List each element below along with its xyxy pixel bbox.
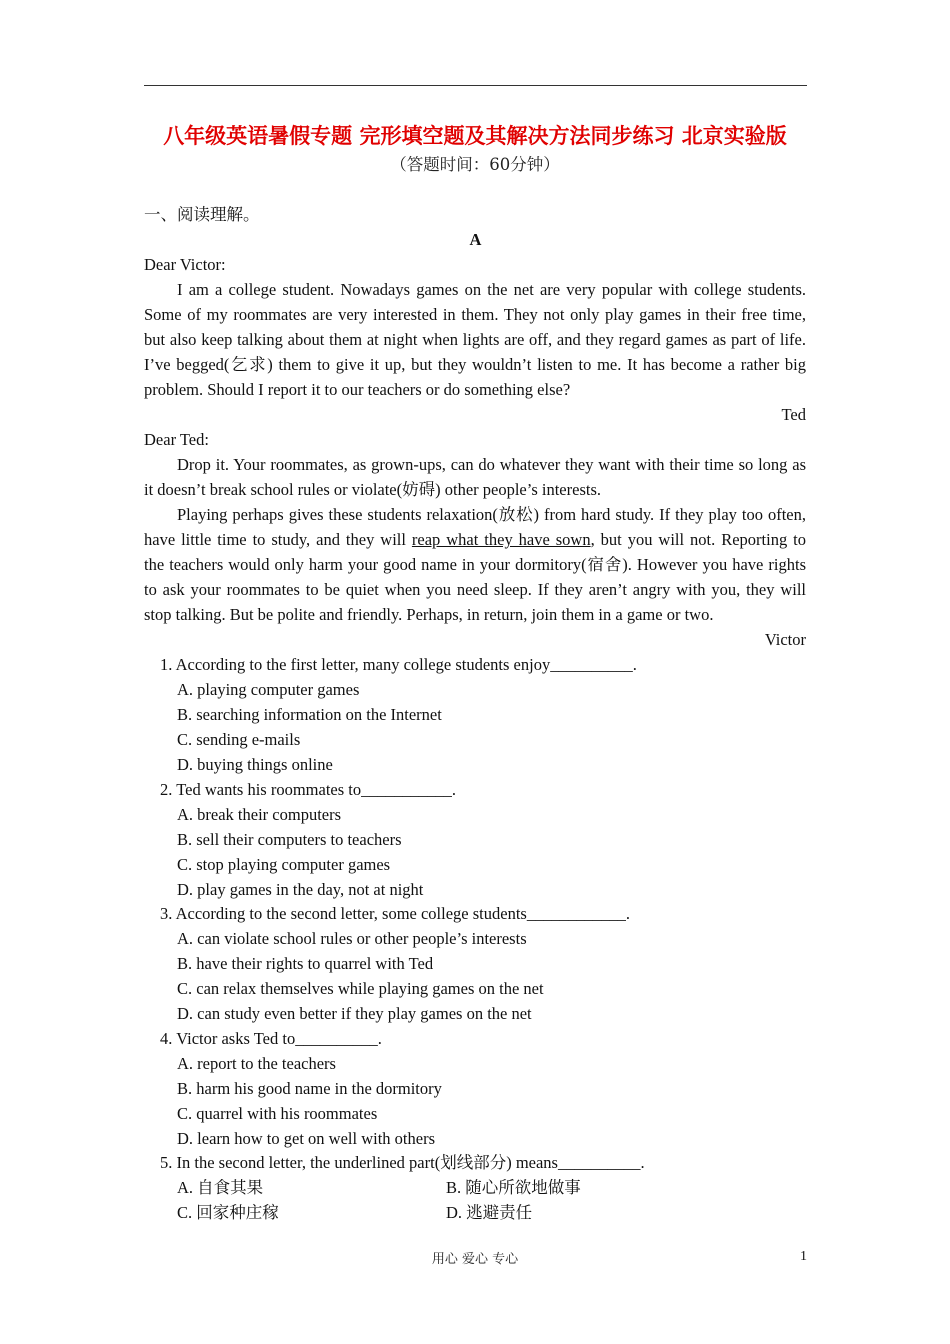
section-heading: 一、阅读理解。 [144, 205, 260, 224]
header-rule [144, 85, 807, 86]
letter2-line: Playing perhaps gives these students relaxation(放松) from hard study. If they play too often, [177, 505, 806, 524]
question-option: D. 逃避责任 [446, 1203, 533, 1222]
letter1-line: I am a college student. Nowadays games on the net are very popular with college students. [177, 280, 806, 299]
letter1-line: but also keep talking about them at night when lights are off, and they regard games as part of life. [144, 330, 806, 349]
question-option: C. can relax themselves while playing games on the net [177, 979, 544, 998]
letter2-line: the teachers would only harm your good name in your dormitory(宿舍). However you have rights [144, 555, 806, 574]
underlined-phrase: reap what they have sown [411, 530, 591, 549]
question-stem: 3. According to the second letter, some college students____________. [160, 904, 630, 923]
footer-motto: 用心 爱心 专心 [431, 1252, 519, 1267]
letter2-greeting: Dear Ted: [144, 430, 209, 449]
question-option: A. break their computers [177, 805, 342, 824]
question-option: C. sending e-mails [177, 730, 301, 749]
question-stem: 5. In the second letter, the underlined part(划线部分) means__________. [160, 1153, 645, 1172]
page-title: 八年级英语暑假专题 完形填空题及其解决方法同步练习 北京实验版 [163, 123, 787, 148]
letter1-line: I’ve begged(乞求) them to give it up, but they wouldn’t listen to me. It has become a rather big [144, 355, 806, 374]
question-stem: 2. Ted wants his roommates to___________. [160, 780, 456, 799]
question-option: B. harm his good name in the dormitory [177, 1079, 442, 1098]
question-option: C. 回家种庄稼 [177, 1203, 279, 1222]
time-limit-subtitle: （答题时间：60分钟） [390, 155, 560, 174]
question-option: D. can study even better if they play games on the net [177, 1004, 532, 1023]
question-option: D. buying things online [177, 755, 333, 774]
letter1-line: Some of my roommates are very interested in them. They not only play games in their free time, [144, 305, 806, 324]
letter2-text: have little time to study, and they will [144, 530, 412, 549]
question-option: D. play games in the day, not at night [177, 880, 424, 899]
question-option: A. 自食其果 [177, 1178, 264, 1197]
letter2-line: stop talking. But be polite and friendly. Perhaps, in return, join them in a game or two. [144, 605, 714, 624]
question-option: C. quarrel with his roommates [177, 1104, 378, 1123]
letter2-line-with-underline [144, 527, 806, 552]
page-number: 1 [800, 1249, 807, 1264]
passage-label: A [469, 230, 482, 249]
letter2-signature: Victor [764, 630, 806, 649]
question-option: D. learn how to get on well with others [177, 1129, 435, 1148]
question-option: A. can violate school rules or other people’s interests [177, 929, 527, 948]
question-option: B. 随心所欲地做事 [446, 1178, 581, 1197]
letter2-text: , but you will not. Reporting to [590, 530, 806, 549]
question-option: A. report to the teachers [177, 1054, 336, 1073]
question-option: B. searching information on the Internet [177, 705, 442, 724]
question-stem: 4. Victor asks Ted to__________. [160, 1029, 382, 1048]
question-option: C. stop playing computer games [177, 855, 391, 874]
question-option: B. sell their computers to teachers [177, 830, 402, 849]
question-option: A. playing computer games [177, 680, 360, 699]
question-stem: 1. According to the first letter, many college students enjoy__________. [160, 655, 637, 674]
letter1-signature: Ted [781, 405, 806, 424]
letter2-line: it doesn’t break school rules or violate(妨碍) other people’s interests. [144, 480, 601, 499]
letter1-greeting: Dear Victor: [144, 255, 226, 274]
letter2-line: to ask your roommates to be quiet when you need sleep. If they aren’t angry with you, they will [144, 580, 806, 599]
question-option: B. have their rights to quarrel with Ted [177, 954, 434, 973]
letter1-line: problem. Should I report it to our teachers or do something else? [144, 380, 571, 399]
letter2-line: Drop it. Your roommates, as grown-ups, can do whatever they want with their time so long as [177, 455, 806, 474]
